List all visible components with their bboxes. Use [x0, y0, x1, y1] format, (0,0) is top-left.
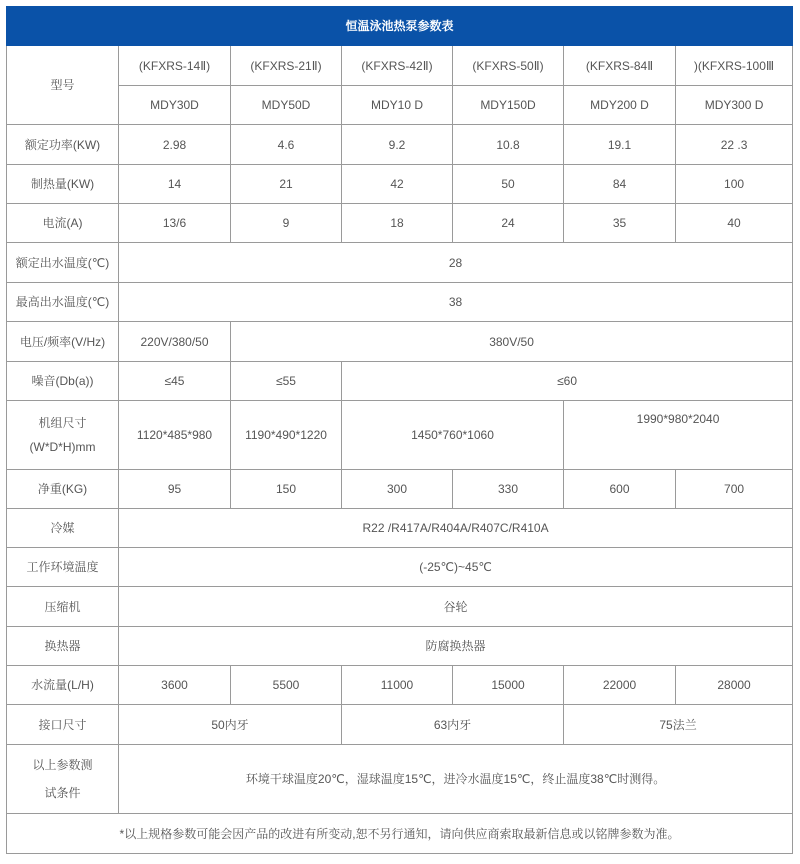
cell: 11000: [342, 666, 453, 705]
row-label: 额定功率(KW): [7, 125, 119, 165]
cell: 18: [342, 204, 453, 243]
cell: 环境干球温度20℃，湿球温度15℃，进冷水温度15℃，终止温度38℃时测得。: [119, 745, 793, 814]
table-row: [7, 125, 793, 165]
cell: 19.1: [564, 125, 676, 165]
cell: 42: [342, 165, 453, 204]
row-label-line: 机组尺寸: [38, 416, 87, 430]
row-label: [7, 745, 119, 814]
row-label: 工作环境温度: [7, 548, 119, 587]
cell: 63内牙: [342, 705, 564, 745]
cell: 谷轮: [119, 587, 793, 627]
cell: 100: [676, 165, 793, 204]
cell: 50内牙: [119, 705, 342, 745]
cell: 22000: [564, 666, 676, 705]
row-label: 噪音(Db(a)): [7, 362, 119, 401]
table-row: [7, 283, 793, 322]
model-code: (KFXRS-21Ⅱ): [231, 46, 342, 86]
table-row: [7, 322, 793, 362]
model-code: (KFXRS-42Ⅱ): [342, 46, 453, 86]
model-code: )(KFXRS-100Ⅲ: [676, 46, 793, 86]
cell: 1990*980*2040: [564, 401, 793, 470]
table-row: [7, 666, 793, 705]
model-code: (KFXRS-50Ⅱ): [453, 46, 564, 86]
model-name: MDY50D: [231, 86, 342, 125]
table-row: [7, 705, 793, 745]
model-name: MDY150D: [453, 86, 564, 125]
cell: 13/6: [119, 204, 231, 243]
cell: 24: [453, 204, 564, 243]
cell: 380V/50: [231, 322, 793, 362]
table-row: [7, 243, 793, 283]
table-row: [7, 548, 793, 587]
row-label: 水流量(L/H): [7, 666, 119, 705]
table-row: [7, 470, 793, 509]
table-row: [7, 86, 793, 125]
model-name: MDY300 D: [676, 86, 793, 125]
table-row: [7, 165, 793, 204]
cell: 1190*490*1220: [231, 401, 342, 470]
row-label: 净重(KG): [7, 470, 119, 509]
table-row: [7, 401, 793, 470]
model-label: 型号: [7, 46, 119, 125]
row-label: 制热量(KW): [7, 165, 119, 204]
cell: 15000: [453, 666, 564, 705]
row-label: 额定出水温度(℃): [7, 243, 119, 283]
cell: 2.98: [119, 125, 231, 165]
row-label-line: 以上参数测: [32, 758, 93, 772]
cell: 28000: [676, 666, 793, 705]
cell: 95: [119, 470, 231, 509]
row-label: [7, 401, 119, 470]
cell: 84: [564, 165, 676, 204]
cell: 40: [676, 204, 793, 243]
cell: 75法兰: [564, 705, 793, 745]
table-row: [7, 509, 793, 548]
cell: 14: [119, 165, 231, 204]
cell: 5500: [231, 666, 342, 705]
row-label: 接口尺寸: [7, 705, 119, 745]
row-label-line: (W*D*H)mm: [29, 440, 96, 454]
table-title: 恒温泳池热泵参数表: [7, 7, 793, 46]
row-label-line: 试条件: [44, 786, 81, 800]
row-label: 冷媒: [7, 509, 119, 548]
cell: (-25℃)~45℃: [119, 548, 793, 587]
spec-table: [6, 6, 793, 854]
row-label: 换热器: [7, 627, 119, 666]
row-label: 电流(A): [7, 204, 119, 243]
cell: 700: [676, 470, 793, 509]
row-label: 最高出水温度(℃): [7, 283, 119, 322]
table-row: [7, 204, 793, 243]
cell: 防腐换热器: [119, 627, 793, 666]
model-name: MDY10 D: [342, 86, 453, 125]
model-name: MDY30D: [119, 86, 231, 125]
table-title-row: [7, 7, 793, 46]
cell: ≤45: [119, 362, 231, 401]
cell: 330: [453, 470, 564, 509]
table-row: [7, 627, 793, 666]
cell: 3600: [119, 666, 231, 705]
cell: 21: [231, 165, 342, 204]
cell: 300: [342, 470, 453, 509]
footnote: *以上规格参数可能会因产品的改进有所变动,恕不另行通知，请向供应商索取最新信息或以铭牌参数为准。: [7, 814, 793, 854]
cell: ≤60: [342, 362, 793, 401]
row-label: 压缩机: [7, 587, 119, 627]
table-row: [7, 46, 793, 86]
model-code: (KFXRS-14Ⅱ): [119, 46, 231, 86]
cell: 50: [453, 165, 564, 204]
cell: 4.6: [231, 125, 342, 165]
cell: 600: [564, 470, 676, 509]
cell: R22 /R417A/R404A/R407C/R410A: [119, 509, 793, 548]
cell: 220V/380/50: [119, 322, 231, 362]
cell: 150: [231, 470, 342, 509]
cell: 35: [564, 204, 676, 243]
table-row: [7, 362, 793, 401]
model-code: (KFXRS-84Ⅱ: [564, 46, 676, 86]
cell: ≤55: [231, 362, 342, 401]
table-row: [7, 814, 793, 854]
cell: 38: [119, 283, 793, 322]
table-row: [7, 587, 793, 627]
table-row: [7, 745, 793, 814]
model-name: MDY200 D: [564, 86, 676, 125]
cell: 9.2: [342, 125, 453, 165]
cell: 9: [231, 204, 342, 243]
row-label: 电压/频率(V/Hz): [7, 322, 119, 362]
cell: 28: [119, 243, 793, 283]
cell: 1450*760*1060: [342, 401, 564, 470]
cell: 10.8: [453, 125, 564, 165]
cell: 1120*485*980: [119, 401, 231, 470]
cell: 22 .3: [676, 125, 793, 165]
